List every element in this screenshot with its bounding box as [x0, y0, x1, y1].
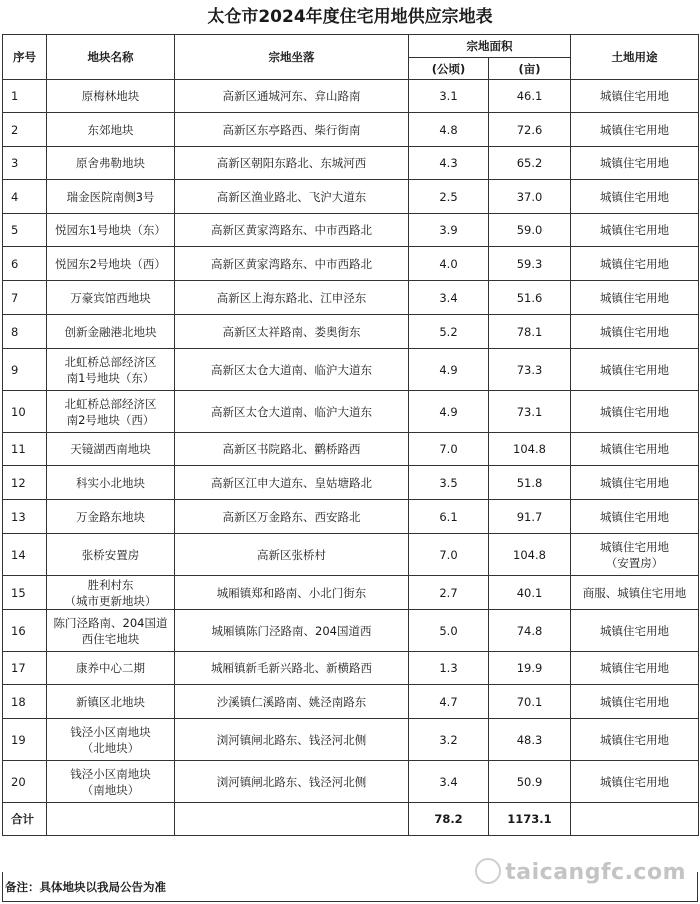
total-area-mu: 1173.1	[489, 803, 571, 836]
row-seq: 10	[3, 391, 47, 433]
row-name: 悦园东2号地块（西）	[47, 247, 175, 281]
row-usage: 城镇住宅用地	[571, 652, 699, 685]
row-location: 高新区朝阳东路北、东城河西	[175, 147, 409, 180]
table-body	[3, 80, 699, 803]
row-usage: 城镇住宅用地	[571, 247, 699, 281]
row-location: 高新区太仓大道南、临沪大道东	[175, 349, 409, 391]
row-usage: 城镇住宅用地	[571, 433, 699, 466]
row-seq: 18	[3, 685, 47, 719]
row-area-ha: 7.0	[409, 433, 489, 466]
row-usage: 城镇住宅用地	[571, 391, 699, 433]
table-row	[3, 349, 699, 391]
row-area-ha: 3.5	[409, 466, 489, 500]
table-row	[3, 466, 699, 500]
row-location: 沙溪镇仁溪路南、姚泾南路东	[175, 685, 409, 719]
row-location: 高新区黄家湾路东、中市西路北	[175, 214, 409, 247]
row-area-ha: 3.1	[409, 80, 489, 113]
row-area-mu: 74.8	[489, 610, 571, 652]
row-area-ha: 4.3	[409, 147, 489, 180]
row-area-mu: 65.2	[489, 147, 571, 180]
row-seq: 19	[3, 719, 47, 761]
page-title: 太仓市2024年度住宅用地供应宗地表	[207, 7, 493, 27]
footnote: 备注：具体地块以我局公告为准	[2, 872, 698, 902]
row-location: 高新区张桥村	[175, 534, 409, 576]
row-name: 北虹桥总部经济区 南1号地块（东）	[47, 349, 175, 391]
row-area-ha: 5.0	[409, 610, 489, 652]
watermark	[475, 860, 686, 886]
row-name: 康养中心二期	[47, 652, 175, 685]
row-usage: 城镇住宅用地	[571, 147, 699, 180]
row-seq: 4	[3, 180, 47, 214]
row-usage: 城镇住宅用地	[571, 685, 699, 719]
row-area-ha: 3.9	[409, 214, 489, 247]
row-location: 高新区太仓大道南、临沪大道东	[175, 391, 409, 433]
row-usage: 城镇住宅用地	[571, 281, 699, 315]
row-area-mu: 73.3	[489, 349, 571, 391]
row-seq: 5	[3, 214, 47, 247]
row-usage: 城镇住宅用地	[571, 349, 699, 391]
row-area-mu: 78.1	[489, 315, 571, 349]
row-area-ha: 3.4	[409, 761, 489, 803]
row-area-mu: 104.8	[489, 534, 571, 576]
row-location: 高新区太祥路南、娄奥街东	[175, 315, 409, 349]
row-usage: 商服、城镇住宅用地	[571, 576, 699, 610]
table-row	[3, 147, 699, 180]
header-area-ha: (公顷)	[409, 58, 489, 80]
total-empty-name	[47, 803, 175, 836]
row-usage: 城镇住宅用地	[571, 761, 699, 803]
table-row	[3, 534, 699, 576]
table-row	[3, 433, 699, 466]
row-area-ha: 6.1	[409, 500, 489, 534]
table-row	[3, 576, 699, 610]
row-location: 城厢镇新毛新兴路北、新横路西	[175, 652, 409, 685]
row-seq: 1	[3, 80, 47, 113]
row-seq: 7	[3, 281, 47, 315]
row-seq: 3	[3, 147, 47, 180]
row-location: 浏河镇闸北路东、钱泾河北侧	[175, 761, 409, 803]
table-row	[3, 685, 699, 719]
row-location: 城厢镇陈门泾路南、204国道西	[175, 610, 409, 652]
header-usage: 土地用途	[571, 35, 699, 80]
row-name: 天镜湖西南地块	[47, 433, 175, 466]
row-location: 城厢镇郑和路南、小北门街东	[175, 576, 409, 610]
row-area-mu: 59.3	[489, 247, 571, 281]
row-name: 陈门泾路南、204国道 西住宅地块	[47, 610, 175, 652]
row-name: 悦园东1号地块（东）	[47, 214, 175, 247]
watermark-logo-icon	[475, 858, 501, 884]
row-area-ha: 2.5	[409, 180, 489, 214]
row-seq: 12	[3, 466, 47, 500]
row-location: 高新区江申大道东、皇姑塘路北	[175, 466, 409, 500]
row-area-ha: 1.3	[409, 652, 489, 685]
row-name: 钱泾小区南地块 （北地块）	[47, 719, 175, 761]
row-area-mu: 104.8	[489, 433, 571, 466]
table-row	[3, 652, 699, 685]
table-row	[3, 719, 699, 761]
table-row	[3, 214, 699, 247]
header-name: 地块名称	[47, 35, 175, 80]
row-area-ha: 3.4	[409, 281, 489, 315]
row-area-ha: 4.8	[409, 113, 489, 147]
row-seq: 14	[3, 534, 47, 576]
row-usage: 城镇住宅用地	[571, 466, 699, 500]
row-usage: 城镇住宅用地	[571, 113, 699, 147]
row-area-mu: 70.1	[489, 685, 571, 719]
row-area-ha: 3.2	[409, 719, 489, 761]
row-seq: 8	[3, 315, 47, 349]
row-name: 胜利村东 （城市更新地块）	[47, 576, 175, 610]
row-usage: 城镇住宅用地 （安置房）	[571, 534, 699, 576]
row-name: 原梅林地块	[47, 80, 175, 113]
row-seq: 9	[3, 349, 47, 391]
row-usage: 城镇住宅用地	[571, 214, 699, 247]
row-seq: 13	[3, 500, 47, 534]
table-row	[3, 391, 699, 433]
table-row	[3, 80, 699, 113]
total-row	[3, 803, 699, 836]
row-area-ha: 4.7	[409, 685, 489, 719]
row-area-ha: 2.7	[409, 576, 489, 610]
row-name: 万金路东地块	[47, 500, 175, 534]
table-row	[3, 315, 699, 349]
table-row	[3, 113, 699, 147]
row-area-mu: 51.6	[489, 281, 571, 315]
row-area-mu: 37.0	[489, 180, 571, 214]
table-row	[3, 610, 699, 652]
row-area-mu: 50.9	[489, 761, 571, 803]
row-name: 万豪宾馆西地块	[47, 281, 175, 315]
row-seq: 11	[3, 433, 47, 466]
total-label: 合计	[3, 803, 47, 836]
row-area-mu: 40.1	[489, 576, 571, 610]
row-usage: 城镇住宅用地	[571, 80, 699, 113]
table-row	[3, 247, 699, 281]
row-name: 东郊地块	[47, 113, 175, 147]
table-row	[3, 500, 699, 534]
row-area-ha: 5.2	[409, 315, 489, 349]
row-usage: 城镇住宅用地	[571, 315, 699, 349]
land-supply-table	[2, 34, 699, 836]
row-seq: 15	[3, 576, 47, 610]
row-seq: 2	[3, 113, 47, 147]
row-name: 新镇区北地块	[47, 685, 175, 719]
row-seq: 6	[3, 247, 47, 281]
row-name: 张桥安置房	[47, 534, 175, 576]
header-location: 宗地坐落	[175, 35, 409, 80]
row-area-mu: 91.7	[489, 500, 571, 534]
row-location: 高新区万金路东、西安路北	[175, 500, 409, 534]
row-area-mu: 59.0	[489, 214, 571, 247]
row-usage: 城镇住宅用地	[571, 500, 699, 534]
watermark-text: taicangfc.com	[505, 860, 686, 885]
row-location: 高新区黄家湾路东、中市西路北	[175, 247, 409, 281]
row-name: 科实小北地块	[47, 466, 175, 500]
row-location: 高新区上海东路北、江申泾东	[175, 281, 409, 315]
row-area-mu: 46.1	[489, 80, 571, 113]
row-name: 原舍弗勒地块	[47, 147, 175, 180]
header-area-mu: (亩)	[489, 58, 571, 80]
row-area-ha: 4.0	[409, 247, 489, 281]
row-usage: 城镇住宅用地	[571, 610, 699, 652]
row-area-mu: 73.1	[489, 391, 571, 433]
row-usage: 城镇住宅用地	[571, 719, 699, 761]
row-location: 高新区通城河东、弇山路南	[175, 80, 409, 113]
row-seq: 20	[3, 761, 47, 803]
row-name: 北虹桥总部经济区 南2号地块（西）	[47, 391, 175, 433]
row-area-mu: 51.8	[489, 466, 571, 500]
header-area: 宗地面积	[409, 35, 571, 58]
row-seq: 17	[3, 652, 47, 685]
row-name: 创新金融港北地块	[47, 315, 175, 349]
table-row	[3, 281, 699, 315]
table-row	[3, 180, 699, 214]
row-area-mu: 19.9	[489, 652, 571, 685]
total-empty-location	[175, 803, 409, 836]
row-location: 高新区书院路北、鹳桥路西	[175, 433, 409, 466]
row-name: 钱泾小区南地块 （南地块）	[47, 761, 175, 803]
row-area-ha: 4.9	[409, 349, 489, 391]
row-area-ha: 4.9	[409, 391, 489, 433]
row-usage: 城镇住宅用地	[571, 180, 699, 214]
total-area-ha: 78.2	[409, 803, 489, 836]
row-seq: 16	[3, 610, 47, 652]
row-area-mu: 72.6	[489, 113, 571, 147]
header-seq: 序号	[3, 35, 47, 80]
row-location: 浏河镇闸北路东、钱泾河北侧	[175, 719, 409, 761]
table-row	[3, 761, 699, 803]
row-location: 高新区东亭路西、柴行街南	[175, 113, 409, 147]
total-empty-usage	[571, 803, 699, 836]
row-area-ha: 7.0	[409, 534, 489, 576]
row-location: 高新区渔业路北、飞沪大道东	[175, 180, 409, 214]
row-name: 瑞金医院南侧3号	[47, 180, 175, 214]
row-area-mu: 48.3	[489, 719, 571, 761]
